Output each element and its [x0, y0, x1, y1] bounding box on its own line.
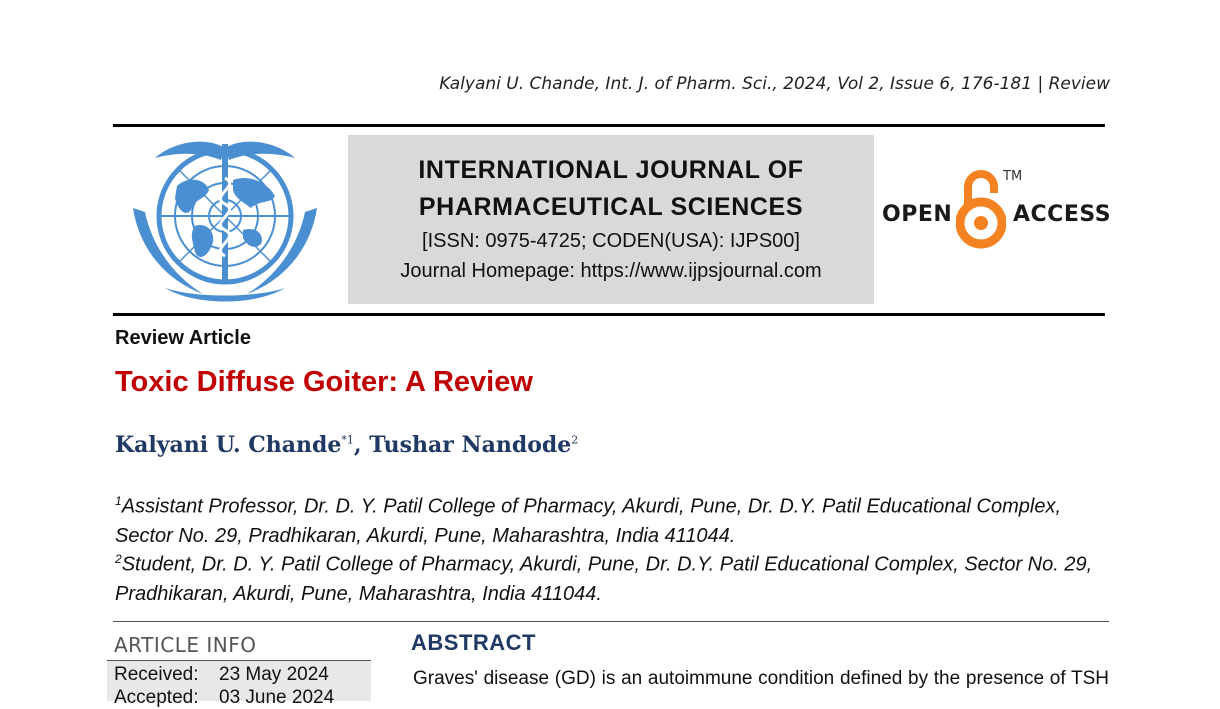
article-type: Review Article	[115, 327, 251, 349]
affiliation-2	[115, 545, 1100, 609]
received-label: Received:	[114, 664, 199, 685]
header-rule-top	[113, 124, 1105, 127]
author-1-name[interactable]: Kalyani U. Chande	[115, 432, 342, 458]
received-row	[114, 664, 329, 686]
journal-emblem-logo	[125, 138, 325, 306]
open-access-left-text: OPEN	[882, 202, 953, 227]
article-info-heading: ARTICLE INFO	[114, 633, 257, 657]
accepted-label: Accepted:	[114, 687, 199, 708]
journal-title-line2: PHARMACEUTICAL SCIENCES	[418, 193, 804, 221]
author-list	[115, 432, 578, 458]
open-access-logo	[880, 165, 1110, 255]
running-header: Kalyani U. Chande, Int. J. of Pharm. Sci., 2024, Vol 2, Issue 6, 176-181 | Review	[439, 74, 1110, 94]
author-separator: ,	[353, 432, 370, 458]
open-access-tm: TM	[1003, 169, 1023, 184]
journal-title-line1: INTERNATIONAL JOURNAL OF	[418, 156, 804, 184]
received-date: 23 May 2024	[219, 664, 329, 685]
article-info-box	[107, 661, 371, 708]
abstract-heading: ABSTRACT	[411, 630, 536, 655]
open-access-right-text: ACCESS	[1013, 202, 1112, 227]
affiliation-2-superscript: 2	[115, 552, 122, 566]
article-title: Toxic Diffuse Goiter: A Review	[115, 366, 533, 398]
accepted-date: 03 June 2024	[219, 687, 335, 708]
journal-banner	[348, 135, 874, 304]
journal-issn: [ISSN: 0975-4725; CODEN(USA): IJPS00]	[422, 230, 800, 252]
author-1-superscript: *1	[341, 433, 354, 447]
header-rule-bottom	[113, 313, 1105, 316]
author-2-name[interactable]: Tushar Nandode	[369, 432, 572, 458]
section-divider	[113, 621, 1109, 622]
accepted-row	[114, 687, 334, 709]
affiliation-1-superscript: 1	[115, 494, 122, 508]
journal-homepage[interactable]: Journal Homepage: https://www.ijpsjournal.com	[400, 260, 822, 282]
abstract-text: Graves' disease (GD) is an autoimmune condition defined by the presence of TSH	[413, 668, 1109, 689]
affiliation-2-text: Student, Dr. D. Y. Patil College of Pharmacy, Akurdi, Pune, Dr. D.Y. Patil Educational Complex, Sector No. 29, Pradhikaran, Akurdi, Pune, Maharashtra, India 411044.	[115, 553, 1093, 605]
affiliation-1	[115, 487, 1100, 551]
author-2-superscript: 2	[571, 433, 579, 447]
open-access-lock-icon	[956, 167, 1006, 253]
affiliation-1-text: Assistant Professor, Dr. D. Y. Patil College of Pharmacy, Akurdi, Pune, Dr. D.Y. Patil Educational Complex, Sector No. 29, Pradhikaran, Akurdi, Pune, Maharashtra, India 411044.	[115, 495, 1061, 547]
